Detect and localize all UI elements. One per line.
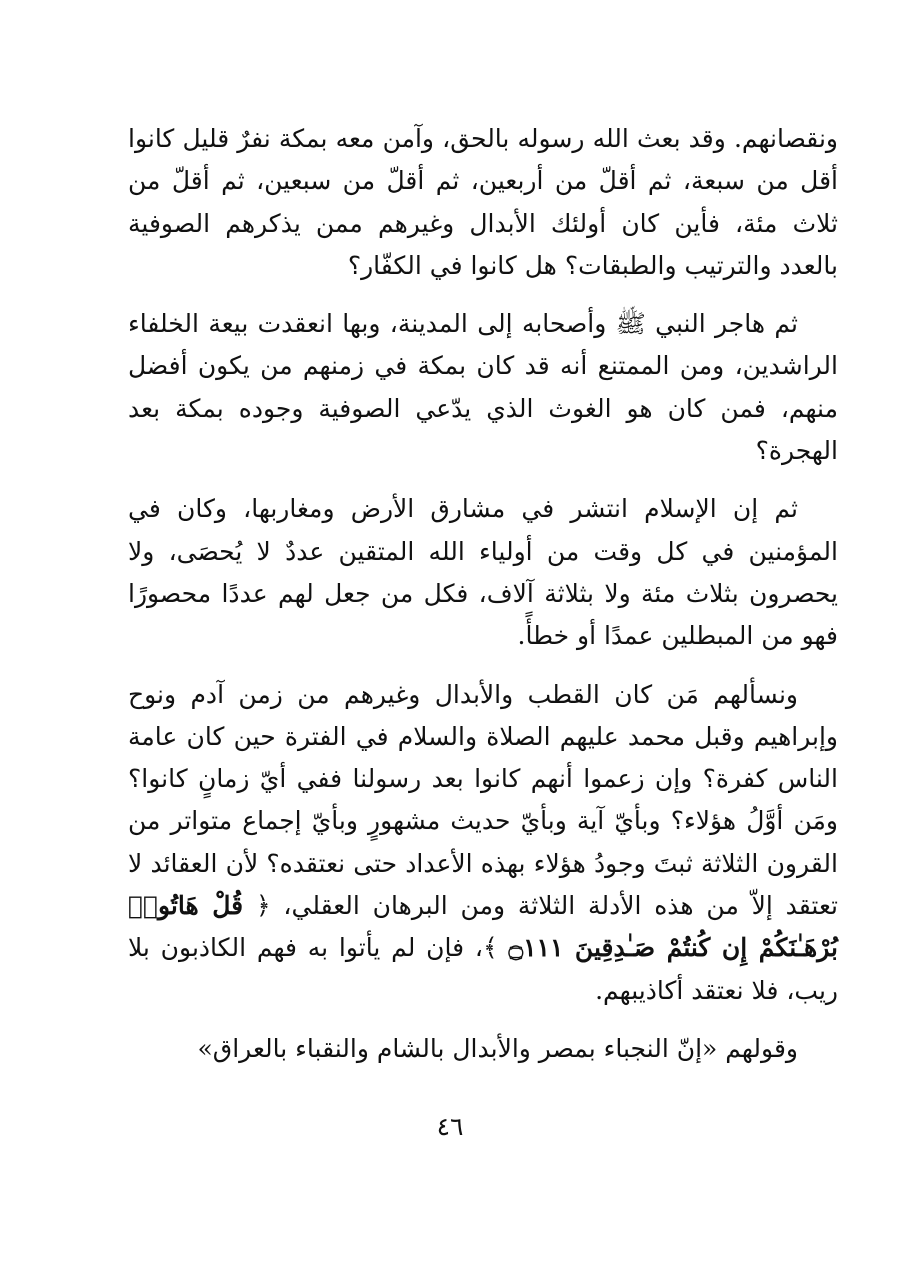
paragraph-2: ثم هاجر النبي ﷺ وأصحابه إلى المدينة، وبها انعقدت بيعة الخلفاء الراشدين، ومن الممتنع أنه قد كان بمكة في زمنهم من يكون أفضل منهم، فمن كان هو الغوث الذي يدّعي الصوفية وجوده بمكة بعد الهجرة؟ — [128, 309, 838, 466]
paragraph-4-before-verse: ونسألهم مَن كان القطب والأبدال وغيرهم من زمن آدم ونوح وإبراهيم وقبل محمد عليهم الصلاة والسلام في الفترة حين كان عامة الناس كفرة؟ وإن زعموا أنهم كانوا بعد رسولنا ففي أيّ زمانٍ كانوا؟ ومَن أوَّلُ هؤلاء؟ وبأيّ آية وبأيّ حديث مشهورٍ وبأيّ إجماع متواتر من القرون الثلاثة ثبتَ وجودُ هؤلاء بهذه الأعداد حتى نعتقده؟ لأن العقائد لا تعتقد إلاّ من هذه الأدلة الثلاثة ومن البرهان العقلي، — [128, 679, 838, 921]
verse-close-bracket: ﴾ — [482, 933, 498, 963]
verse-open-bracket: ﴿ — [255, 891, 271, 921]
paragraph-3: ثم إن الإسلام انتشر في مشارق الأرض ومغاربها، وكان في المؤمنين في كل وقت من أولياء الله المتقين عددٌ لا يُحصَى، ولا يحصرون بثلاث مئة ولا بثلاثة آلاف، فكل من جعل لهم عددًا محصورًا فهو من المبطلين عمدًا أو خطأً. — [128, 494, 838, 651]
paragraph-1: ونقصانهم. وقد بعث الله رسوله بالحق، وآمن معه بمكة نفرٌ قليل كانوا أقل من سبعة، ثم أقلّ من أربعين، ثم أقلّ من سبعين، ثم أقلّ من ثلاث مئة، فأين كان أولئك الأبدال وغيرهم ممن يذكرهم الصوفية بالعدد والترتيب والطبقات؟ هل كانوا في الكفّار؟ — [128, 124, 838, 280]
body-text — [128, 118, 838, 1086]
page-number: ٤٦ — [436, 1112, 464, 1141]
paragraph-4 — [128, 674, 838, 1012]
quran-verse: قُلْ هَاتُوا۟ بُرْهَـٰنَكُمْ إِن كُنتُمْ صَـٰدِقِينَ ۝١١١ — [128, 891, 838, 963]
paragraph-4-after-verse: ، فإن لم يأتوا به فهم الكاذبون بلا ريب، فلا نعتقد أكاذيبهم. — [128, 933, 838, 1005]
paragraph-5: وقولهم «إنّ النجباء بمصر والأبدال بالشام والنقباء بالعراق» — [197, 1033, 798, 1063]
